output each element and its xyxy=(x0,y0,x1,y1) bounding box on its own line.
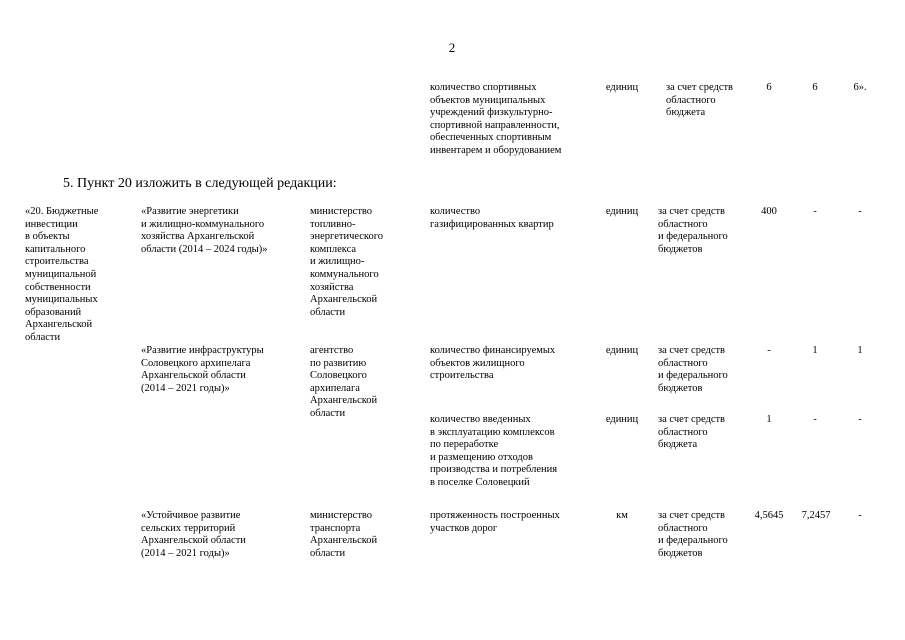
top-row-value-2: 6 xyxy=(812,82,818,93)
row-2-source: за счет средств областного и федерального бюджетов xyxy=(658,345,728,394)
row-1-agency: министерство топливно- энергетического комплекса и жилищно- коммунального хозяйства Архангельской области xyxy=(310,206,384,318)
section-title: «20. Бюджетные инвестиции в объекты капитального строительства муниципальной собственности муниципальных образований Архангельской области xyxy=(25,206,99,343)
row-4-source: за счет средств областного и федерального бюджетов xyxy=(658,510,728,559)
top-row-value-3: 6». xyxy=(853,82,867,93)
row-4-agency: министерство транспорта Архангельской области xyxy=(310,510,378,559)
row-2-value-1: - xyxy=(767,345,771,356)
row-4-indicator: протяженность построенных участков дорог xyxy=(430,510,560,534)
row-2-value-2: 1 xyxy=(812,345,818,356)
row-1-source: за счет средств областного и федерального бюджетов xyxy=(658,206,728,255)
row-2-indicator: количество финансируемых объектов жилищного строительства xyxy=(430,345,556,382)
row-4-value-2: 7,2457 xyxy=(801,510,831,521)
row-3-value-2: - xyxy=(813,414,817,425)
row-4-unit: км xyxy=(616,510,628,521)
row-1-value-2: - xyxy=(813,206,817,217)
row-3-value-3: - xyxy=(858,414,862,425)
row-3-value-1: 1 xyxy=(766,414,772,425)
top-row-unit: единиц xyxy=(605,82,639,93)
row-1-value-1: 400 xyxy=(761,206,777,217)
row-1-value-3: - xyxy=(858,206,862,217)
top-row-value-1: 6 xyxy=(766,82,772,93)
instruction-paragraph: 5. Пункт 20 изложить в следующей редакции: xyxy=(63,176,337,191)
row-1-indicator: количество газифицированных квартир xyxy=(430,206,554,230)
page-number: 2 xyxy=(448,40,456,55)
row-2-unit: единиц xyxy=(605,345,639,356)
row-1-unit: единиц xyxy=(605,206,639,217)
row-1-program: «Развитие энергетики и жилищно-коммунального хозяйства Архангельской области (2014 – 2024 годы)» xyxy=(141,206,268,255)
row-4-value-3: - xyxy=(858,510,862,521)
row-3-indicator: количество введенных в эксплуатацию комплексов по переработке и размещению отходов производства и потребления в поселке Соловецкий xyxy=(430,414,558,488)
row-3-unit: единиц xyxy=(605,414,639,425)
top-row-indicator: количество спортивных объектов муниципальных учреждений физкультурно- спортивной направленности, обеспеченных спортивным инвентарем и оборудованием xyxy=(430,82,562,156)
row-4-value-1: 4,5645 xyxy=(754,510,784,521)
row-2-agency: агентство по развитию Соловецкого архипелага Архангельской области xyxy=(310,345,378,419)
row-2-value-3: 1 xyxy=(857,345,863,356)
row-4-program: «Устойчивое развитие сельских территорий Архангельской области (2014 – 2021 годы)» xyxy=(141,510,246,559)
top-row-source: за счет средств областного бюджета xyxy=(666,82,734,119)
row-3-source: за счет средств областного бюджета xyxy=(658,414,726,451)
row-2-program: «Развитие инфраструктуры Соловецкого архипелага Архангельской области (2014 – 2021 годы)» xyxy=(141,345,264,394)
